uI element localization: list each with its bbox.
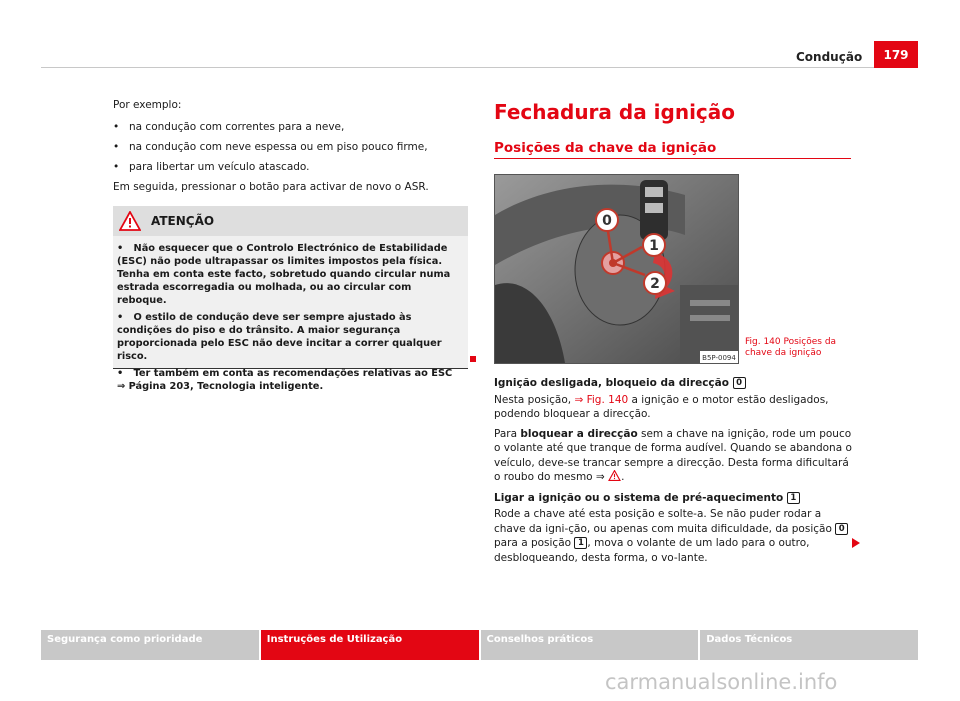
figure-code: B5P-0094 xyxy=(702,354,736,362)
warning-header xyxy=(113,206,468,236)
key-position-0-label: 0 xyxy=(602,213,612,229)
paragraph: Para bloquear a direcção sem a chave na ignição, rode um pouco o volante até que tranque de forma audível. Quando se abandona o veículo, deve-se trancar sempre a direcção. Desta forma dificultará o roubo do mesmo ⇒ . xyxy=(494,427,852,483)
tab-conselhos[interactable]: Conselhos práticos xyxy=(481,630,699,660)
paragraph: Rode a chave até esta posição e solte-a. Se não puder rodar a chave da igni-ção, ou apenas com muita dificuldade, da posição 0 para a posição 1 , mova o volante de um lado para o outro, desbloqueando, desta forma, o vo-lante. xyxy=(494,507,852,565)
section-ignition-on-title: Ligar a ignição ou o sistema de pré-aquecimento 1 xyxy=(494,491,852,506)
warning-title: ATENÇÃO xyxy=(151,214,215,228)
list-item: • na condução com correntes para a neve, xyxy=(113,121,345,133)
list-item: • na condução com neve espessa ou em piso pouco firme, xyxy=(113,141,428,153)
position-badge: 1 xyxy=(787,492,800,504)
subheading: Posições da chave da ignição xyxy=(494,140,717,156)
figure-caption: Fig. 140 Posições da chave da ignição xyxy=(745,337,837,358)
warning-icon xyxy=(119,211,141,231)
warning-item: • Não esquecer que o Controlo Electrónico de Estabilidade (ESC) não pode ultrapassar os limites impostos pela física. Tenha em conta este facto, sobretudo quando circular numa estrada escorregadia ou molhada, ou ao circular com reboque. xyxy=(117,243,451,306)
header-rule xyxy=(41,67,918,68)
page-number: 179 xyxy=(874,41,918,68)
right-column xyxy=(494,376,852,570)
position-badge: 0 xyxy=(733,377,746,389)
intro-text: Por exemplo: xyxy=(113,99,182,111)
paragraph: Nesta posição, ⇒ Fig. 140 a ignição e o motor estão desligados, podendo bloquear a direcção. xyxy=(494,393,829,420)
page-heading: Fechadura da ignição xyxy=(494,100,736,124)
watermark: carmanualsonline.info xyxy=(605,670,838,694)
list-item: • para libertar um veículo atascado. xyxy=(113,161,310,173)
tab-instrucoes[interactable]: Instruções de Utilização xyxy=(261,630,479,660)
key-position-1-label: 1 xyxy=(649,238,659,254)
position-badge: 0 xyxy=(835,523,848,535)
warning-body xyxy=(113,236,468,393)
figure-link[interactable]: ⇒ Fig. 140 xyxy=(574,393,629,406)
ignition-photo xyxy=(495,175,738,363)
tab-seguranca[interactable]: Segurança como prioridade xyxy=(41,630,259,660)
section-ignition-off-title: Ignição desligada, bloqueio da direcção 0 xyxy=(494,376,852,391)
footer-tabs xyxy=(41,630,918,660)
left-column xyxy=(113,97,468,201)
warning-item: • O estilo de condução deve ser sempre ajustado às condições do piso e do trânsito. A maior segurança proporcionada pelo ESC não deve incitar a correr qualquer risco. xyxy=(117,312,442,362)
warning-icon[interactable] xyxy=(608,470,621,481)
section-title: Condução xyxy=(796,50,863,64)
tab-dados[interactable]: Dados Técnicos xyxy=(700,630,918,660)
after-text: Em seguida, pressionar o botão para activar de novo o ASR. xyxy=(113,181,429,193)
continue-arrow-icon xyxy=(852,538,860,548)
subheading-rule xyxy=(494,158,851,159)
ignition-figure xyxy=(494,174,739,364)
key-position-2-label: 2 xyxy=(650,276,660,292)
warning-box xyxy=(113,206,468,392)
section-end-mark xyxy=(470,356,476,362)
warning-item: • Ter também em conta as recomendações relativas ao ESC ⇒ Página 203, Tecnologia inteligente. xyxy=(117,368,453,392)
page-link[interactable]: ⇒ Página 203, Tecnologia inteligente. xyxy=(117,381,324,392)
position-badge: 1 xyxy=(574,537,587,549)
